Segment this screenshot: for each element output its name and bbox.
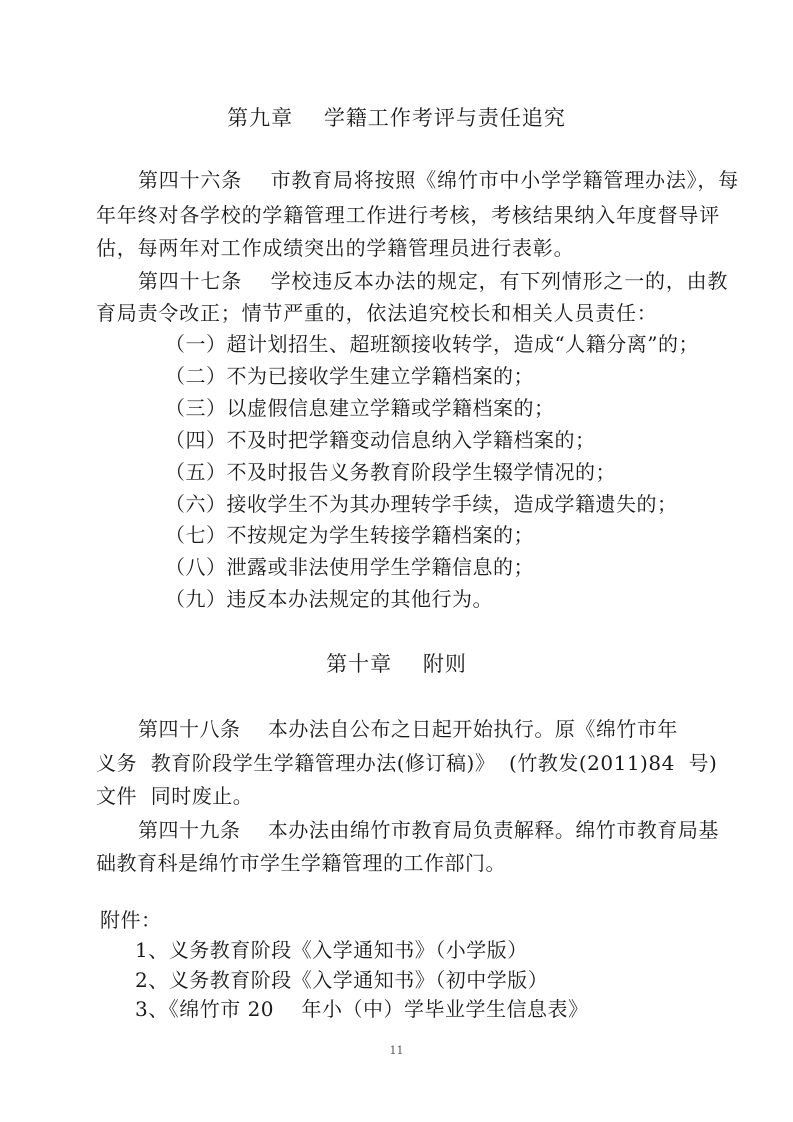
chapter-9-title: 第九章 学籍工作考评与责任追究 xyxy=(227,106,566,130)
article-47-item-8: （八）泄露或非法使用学生学籍信息的； xyxy=(165,555,534,579)
article-47-item-2: （二）不为已接收学生建立学籍档案的； xyxy=(165,364,534,388)
attachment-item-2: 2、义务教育阶段《入学通知书》（初中学版） xyxy=(135,968,549,992)
article-48-line-3: 文件 同时废止。 xyxy=(96,784,254,808)
attachment-item-1: 1、义务教育阶段《入学通知书》（小学版） xyxy=(135,938,528,962)
article-46-line-2: 年年终对各学校的学籍管理工作进行考核，考核结果纳入年度督导评 xyxy=(96,203,720,227)
article-49-line-1: 第四十九条 本办法由绵竹市教育局负责解释。绵竹市教育局基 xyxy=(138,818,719,842)
article-46-line-1: 第四十六条 市教育局将按照《绵竹市中小学学籍管理办法》，每 xyxy=(138,168,740,192)
article-47-item-7: （七）不按规定为学生转接学籍档案的； xyxy=(165,523,534,547)
attachments-heading: 附件： xyxy=(100,908,162,932)
article-47-line-1: 第四十七条 学校违反本办法的规定，有下列情形之一的，由教 xyxy=(138,269,729,293)
article-48-line-1: 第四十八条 本办法自公布之日起开始执行。原《绵竹市年 xyxy=(138,717,678,741)
article-47-item-4: （四）不及时把学籍变动信息纳入学籍档案的； xyxy=(165,428,596,452)
article-47-item-1: （一）超计划招生、超班额接收转学，造成“人籍分离”的； xyxy=(165,332,699,356)
chapter-10-title: 第十章 附则 xyxy=(326,652,467,676)
attachment-item-3: 3、《绵竹市 20 年小（中）学毕业学生信息表》 xyxy=(135,997,589,1021)
article-49-line-2: 础教育科是绵竹市学生学籍管理的工作部门。 xyxy=(96,851,506,875)
article-48-line-2: 义务 教育阶段学生学籍管理办法(修订稿)》 (竹教发(2011)84 号) xyxy=(96,751,718,775)
article-47-item-9: （九）违反本办法规定的其他行为。 xyxy=(165,587,493,611)
article-47-line-2: 育局责令改正；情节严重的，依法追究校长和相关人员责任： xyxy=(96,301,658,325)
article-47-item-3: （三）以虚假信息建立学籍或学籍档案的； xyxy=(165,396,555,420)
page-number: 11 xyxy=(389,1044,404,1057)
article-46-line-3: 估，每两年对工作成绩突出的学籍管理员进行表彰。 xyxy=(96,236,575,260)
article-47-item-6: （六）接收学生不为其办理转学手续，造成学籍遗失的； xyxy=(165,492,678,516)
article-47-item-5: （五）不及时报告义务教育阶段学生辍学情况的； xyxy=(165,460,616,484)
